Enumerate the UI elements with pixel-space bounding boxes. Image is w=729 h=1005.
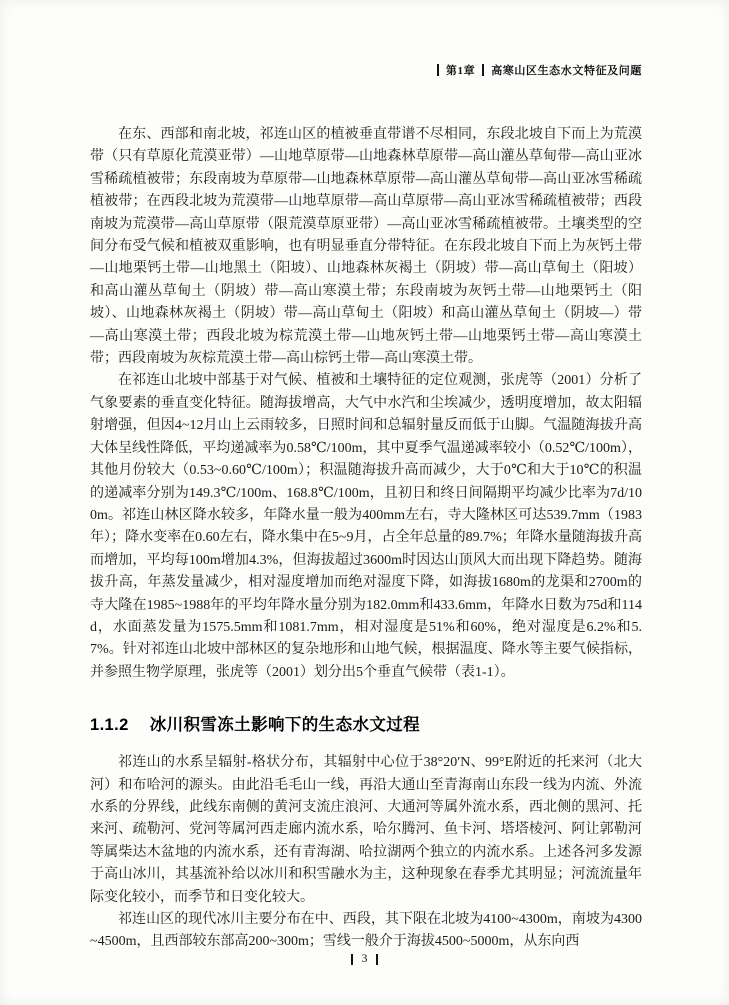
paragraph-river-systems: 祁连山的水系呈辐射-格状分布，其辐射中心位于38°20′N、99°E附近的托来河（北大河）和布哈河的源头。由此沿毛毛山一线，再沿大通山至青海南山东段一线为内流、外流水系的分界线，此线东南侧的黄河支流庄浪河、大通河等属外流水系，西北侧的黑河、托来河、疏勒河、党河等属河西走廊内流水系，哈尔腾河、鱼卡河、塔塔棱河、阿让郭勒河等属柴达木盆地的内流水系，还有青海湖、哈拉湖两个独立的内流水系。上述各河多发源于高山冰川，其基流补给以冰川和积雪融水为主，这种现象在春季尤其明显；河流流量年际变化较小，而季节和日变化较大。 — [90, 755, 642, 905]
paragraph-modern-glaciers: 祁连山区的现代冰川主要分布在中、西段，其下限在北坡为4100~4300m，南坡为4300~4500m，且西部较东部高200~300m；雪线一般介于海拔4500~5000m，从东向西 — [90, 912, 642, 950]
footer-divider-icon — [351, 954, 353, 965]
page-content — [90, 124, 642, 954]
header-divider-icon — [482, 64, 484, 76]
header-divider-icon — [437, 64, 439, 76]
page-footer — [0, 953, 729, 965]
chapter-title: 高寒山区生态水文特征及问题 — [491, 65, 642, 77]
page-number: 3 — [361, 953, 368, 965]
paragraph-climate-vertical-variation: 在祁连山北坡中部基于对气候、植被和土壤特征的定位观测，张虎等（2001）分析了气象要素的垂直变化特征。随海拔增高，大气中水汽和尘埃减少，透明度增加，故太阳辐射增强，但因4~12月山上云雨较多，日照时间和总辐射量反而低于山脚。气温随海拔升高大体呈线性降低，平均递减率为0.58℃/100m，其中夏季气温递减率较小（0.52℃/100m），其他月份较大（0.53~0.60℃/100m）；积温随海拔升高而减少，大于0℃和大于10℃的积温的递减率分别为149.3℃/100m、168.8℃/100m，且初日和终日间隔期平均减少比率为7d/100m。祁连山林区降水较多，年降水量一般为400mm左右，寺大隆林区可达539.7mm（1983年）；降水变率在0.60左右，降水集中在5~9月，占全年总量的89.7%；年降水量随海拔升高而增加，平均每100m增加4.3%，但海拔超过3600m时因达山顶风大而出现下降趋势。随海拔升高，年蒸发量减少，相对湿度增加而绝对湿度下降，如海拔1680m的龙渠和2700m的寺大隆在1985~1988年的平均年降水量分别为182.0mm和433.6mm，年降水日数为75d和114d，水面蒸发量为1575.5mm和1081.7mm，相对湿度是51%和60%，绝对湿度是6.2%和5.7%。针对祁连山北坡中部林区的复杂地形和山地气候，根据温度、降水等主要气候指标，并参照生物学原理，张虎等（2001）划分出5个垂直气候带（表1-1）。 — [90, 373, 642, 680]
section-heading — [90, 711, 642, 735]
paragraph-vegetation-soil-belts: 在东、西部和南北坡，祁连山区的植被垂直带谱不尽相同，东段北坡自下而上为荒漠带（只有草原化荒漠亚带）—山地草原带—山地森林草原带—高山灌丛草甸带—高山亚冰雪稀疏植被带；东段南坡为草原带—山地森林草原带—高山灌丛草甸带—高山亚冰雪稀疏植被带；在西段北坡为荒漠带—山地草原带—高山草原带—高山亚冰雪稀疏植被带；西段南坡为荒漠带—高山草原带（限荒漠草原亚带）—高山亚冰雪稀疏植被带。土壤类型的空间分布受气候和植被双重影响，也有明显垂直分带特征。在东段北坡自下而上为灰钙土带—山地栗钙土带—山地黑土（阳坡）、山地森林灰褐土（阴坡）带—高山草甸土（阳坡）和高山灌丛草甸土（阴坡）带—高山寒漠土带；东段南坡为灰钙土带—山地栗钙土（阳坡）、山地森林灰褐土（阴坡）带—高山草甸土（阳坡）和高山灌丛草甸土（阴坡—）带—高山寒漠土带；西段北坡为棕荒漠土带—山地灰钙土带—山地栗钙土带—高山寒漠土带；西段南坡为灰棕荒漠土带—高山棕钙土带—高山寒漠土带。 — [90, 127, 642, 367]
section-number: 1.1.2 — [90, 716, 129, 735]
running-header — [90, 62, 642, 78]
section-title: 冰川积雪冻土影响下的生态水文过程 — [149, 716, 421, 735]
footer-divider-icon — [376, 954, 378, 965]
chapter-label: 第1章 — [445, 65, 476, 77]
